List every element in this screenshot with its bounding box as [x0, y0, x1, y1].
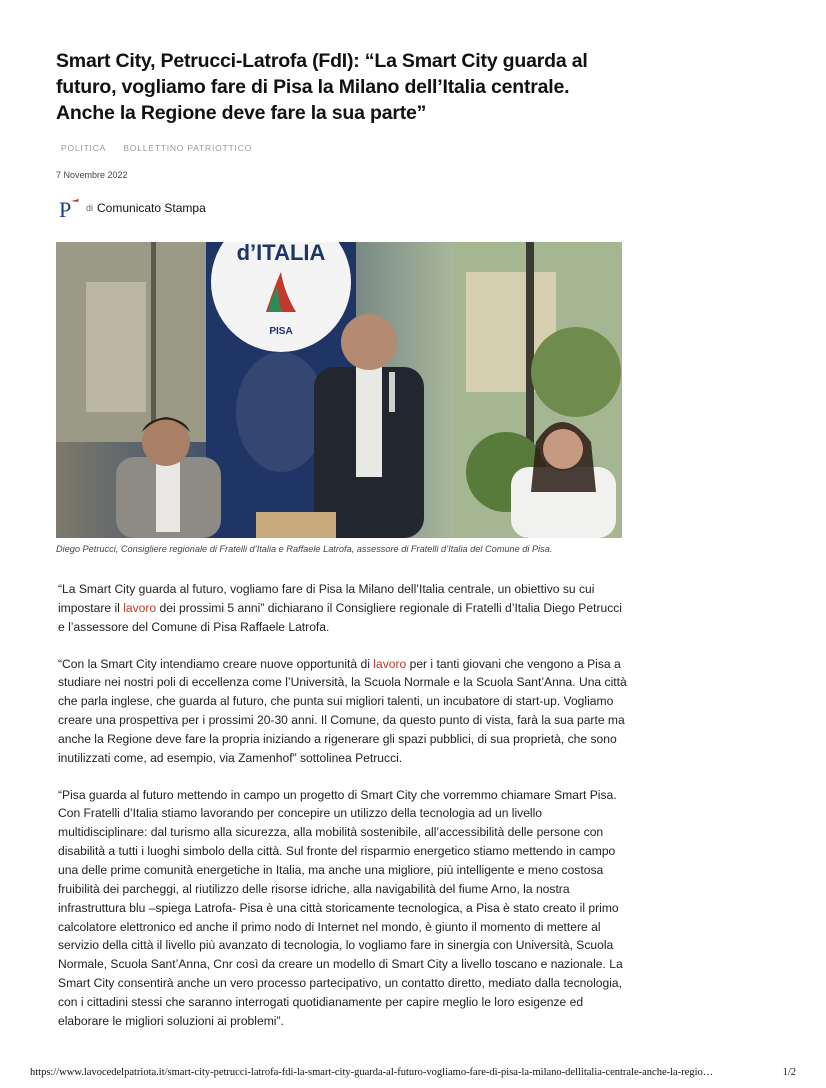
- paragraph-3: “Pisa guarda al futuro mettendo in campo un progetto di Smart City che vorremmo chiamare Smart Pisa. Con Fratelli d’Italia stiamo lavorando per concepire un utilizzo della tecnologia ad un livello multidisciplinare: dal turismo alla sicurezza, alla mobilità sostenibile, all’accessibilità delle persone con disabilità a tutti i luoghi simbolo della città. Sul fronte del risparmio energetico stiamo mettendo in campo una delle prime comunità energetiche in Italia, ma anche una migliore, più intelligente e meno costosa fruibilità dei parcheggi, al riutilizzo delle risorse idriche, alla navigabilità del fiume Arno, la nostra infrastruttura blu –spiega Latrofa- Pisa è una città storicamente tecnologica, a Pisa è stato creato il primo calcolatore elettronico ed anche il primo nodo di Internet nel mondo, è giunto il momento di mettere al servizio della città il livello più avanzato di tecnologia, lo vogliamo fare in sinergia con Università, Scuola Normale, Scuola Sant’Anna, Cnr così da creare un modello di Smart City a livello toscano e nazionale. La Smart City consentirà anche un vero processo partecipativo, un contatto diretto, mediato dalla tecnologia, con i cittadini stessi che saranno interrogati quotidianamente per capire meglio le loro esigenze ed elaborare le migliori soluzioni ai problemi”.: [58, 787, 623, 1028]
- print-page-number: 1/2: [782, 1067, 796, 1078]
- article-body: [58, 580, 628, 1049]
- author-prefix: di: [86, 203, 94, 213]
- category-list: [56, 143, 626, 153]
- category-link-politica[interactable]: POLITICA: [61, 143, 107, 153]
- article-title: Smart City, Petrucci-Latrofa (FdI): “La Smart City guarda al futuro, vogliamo fare di Pisa la Milano dell’Italia centrale. Anche la Regione deve fare la sua parte”: [56, 50, 588, 124]
- author-link[interactable]: Comunicato Stampa: [97, 201, 206, 215]
- print-url: https://www.lavocedelpatriota.it/smart-city-petrucci-latrofa-fdi-la-smart-city-guarda-al-futuro-vogliamo-fare-di-pisa-la-milano-dellitalia-centrale-anche-la-regio…: [30, 1067, 714, 1078]
- article-header: [56, 48, 626, 220]
- inline-link-lavoro-2[interactable]: lavoro: [373, 656, 407, 671]
- banner-text: d’ITALIA: [236, 242, 326, 265]
- inline-link-lavoro[interactable]: lavoro: [123, 600, 157, 615]
- paragraph-1: “La Smart City guarda al futuro, vogliamo fare di Pisa la Milano dell’Italia centrale, un obiettivo su cui impostare il lavoro dei prossimi 5 anni” dichiarano il Consigliere regionale di Fratelli d’Italia Diego Petrucci e l’assessore del Comune di Pisa Raffaele Latrofa.: [58, 582, 622, 634]
- publisher-logo-icon: [58, 197, 78, 219]
- author-line: [56, 196, 626, 220]
- article-photo: [56, 242, 622, 538]
- category-link-bollettino[interactable]: BOLLETTINO PATRIOTTICO: [123, 143, 253, 153]
- paragraph-2: “Con la Smart City intendiamo creare nuove opportunità di lavoro per i tanti giovani che vengono a Pisa a studiare nei nostri poli di eccellenza come l’Università, la Scuola Normale e la Scuola Sant’Anna. Una città che parla inglese, che guarda al futuro, che punta sui migliori talenti, un incubatore di start-up. Vogliamo creare una prospettiva per i prossimi 20-30 anni. Il Comune, da questo punto di vista, farà la sua parte ma anche la Regione deve fare la propria iniziando a rigenerare gli spazi pubblici, di sua proprietà, che sono inutilizzati come, ad esempio, via Zamenhof” sottolinea Petrucci.: [58, 656, 627, 765]
- photo-caption: Diego Petrucci, Consigliere regionale di Fratelli d’Italia e Raffaele Latrofa, assessore di Fratelli d’Italia del Comune di Pisa.: [56, 544, 553, 554]
- publish-date: 7 Novembre 2022: [56, 170, 128, 180]
- banner-subtext: PISA: [269, 326, 293, 337]
- svg-text:P: P: [59, 197, 72, 221]
